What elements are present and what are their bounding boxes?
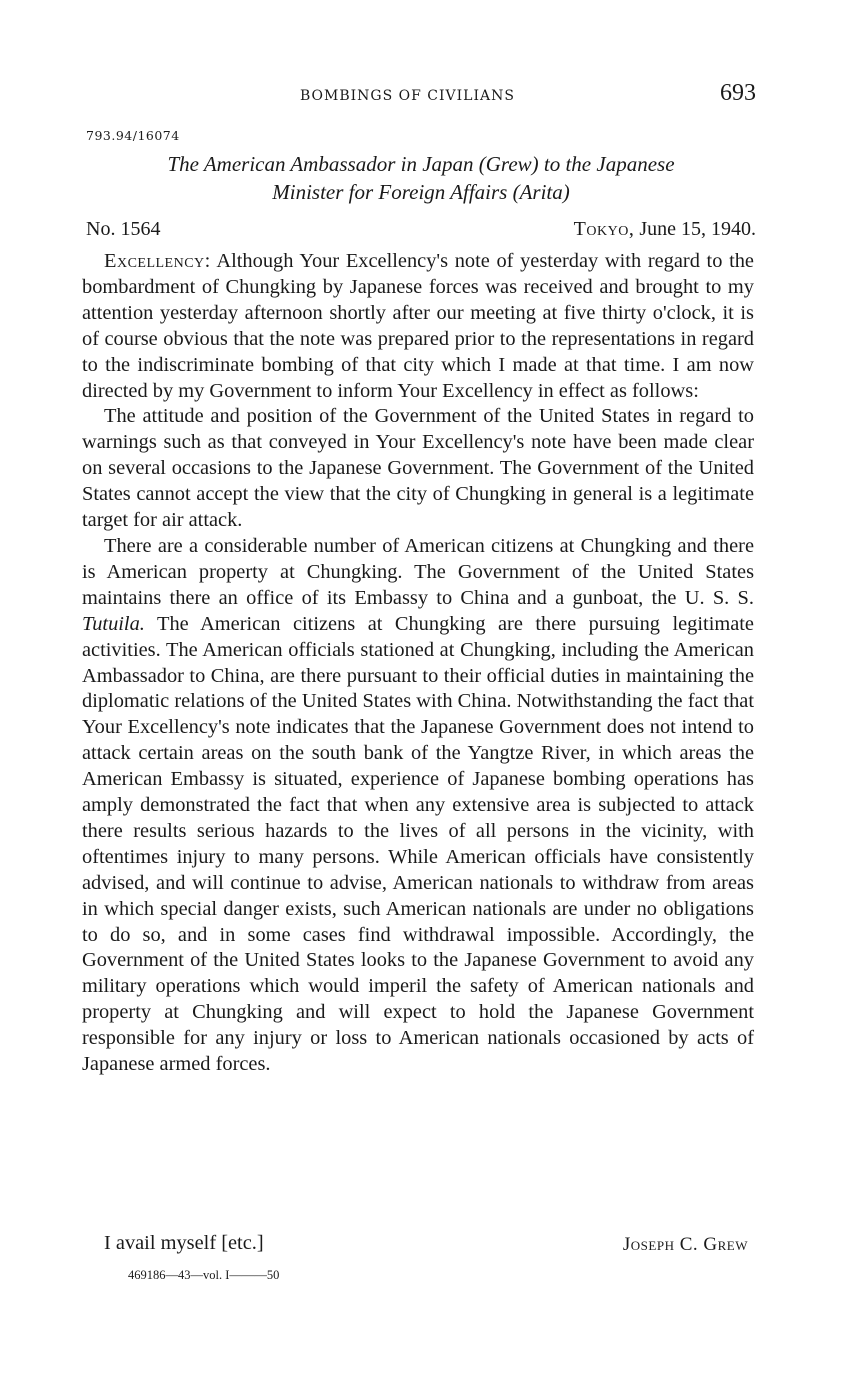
file-number: 793.94/16074 bbox=[86, 128, 180, 143]
signature: Joseph C. Grew bbox=[622, 1234, 748, 1255]
paragraph-2: The attitude and position of the Government of the United States in regard to warnings such as that conveyed in Your Excellency's note have been made clear on several occasions to the Japanese Government. The Government of the United States cannot accept the view that the city of Chungking in general is a legitimate target for air attack. bbox=[82, 405, 754, 532]
letter-body bbox=[82, 249, 754, 1078]
footer-code: 469186—43—vol. I———50 bbox=[128, 1268, 280, 1282]
date: June 15, 1940. bbox=[634, 218, 756, 240]
paragraph-3 bbox=[82, 534, 754, 1078]
page-number: 693 bbox=[720, 80, 756, 106]
running-head: BOMBINGS OF CIVILIANS bbox=[300, 88, 515, 104]
paragraph-1 bbox=[82, 249, 754, 404]
dateline bbox=[574, 218, 756, 241]
date-place: Tokyo, bbox=[573, 218, 635, 240]
closing: I avail myself [etc.] bbox=[104, 1232, 264, 1254]
paragraph-3-text-a: There are a considerable number of American citizens at Chungking and there is American property at Chungking. The Government of the United States maintains there an office of its Embassy to China and a gunboat, the U. S. S. bbox=[82, 534, 754, 609]
ship-name: Tutuila. bbox=[82, 612, 145, 635]
paragraph-3-text-b: The American citizens at Chungking are there pursuing legitimate activities. The American officials stationed at Chungking, including the American Ambassador to China, are there pursuant to their official duties in maintaining the diplomatic relations of the United States with China. Notwithstanding the fact that Your Excellency's note indicates that the Japanese Government does not intend to attack certain areas on the south bank of the Yangtze River, in which areas the American Embassy is situated, experience of Japanese bombing operations has amply demonstrated the fact that when any extensive area is subjected to attack there results serious hazards to the lives of all persons in the vicinity, with oftentimes injury to many persons. While American officials have consistently advised, and will continue to advise, American nationals to withdraw from areas in which special danger exists, such American nationals are under no obligations to do so, and in some cases find withdrawal impossible. Accordingly, the Government of the United States looks to the Japanese Government to avoid any military operations which would imperil the safety of American nationals and property at Chungking and will expect to hold the Japanese Government responsible for any injury or loss to American nationals occasioned by acts of Japanese armed forces. bbox=[82, 612, 754, 1076]
document-title bbox=[86, 150, 756, 206]
document-number: No. 1564 bbox=[86, 218, 161, 240]
title-line-1: The American Ambassador in Japan (Grew) to the Japanese bbox=[167, 152, 675, 176]
salutation: Excellency: bbox=[104, 250, 211, 272]
paragraph-1-text: Although Your Excellency's note of yesterday with regard to the bombardment of Chungking by Japanese forces was received and brought to my attention yesterday afternoon shortly after our meeting at five thirty o'clock, it is of course obvious that the note was prepared prior to the representations in regard to the indiscriminate bombing of that city which I made at that time. I am now directed by my Government to inform Your Excellency in effect as follows: bbox=[82, 250, 754, 402]
title-line-2: Minister for Foreign Affairs (Arita) bbox=[272, 180, 570, 204]
